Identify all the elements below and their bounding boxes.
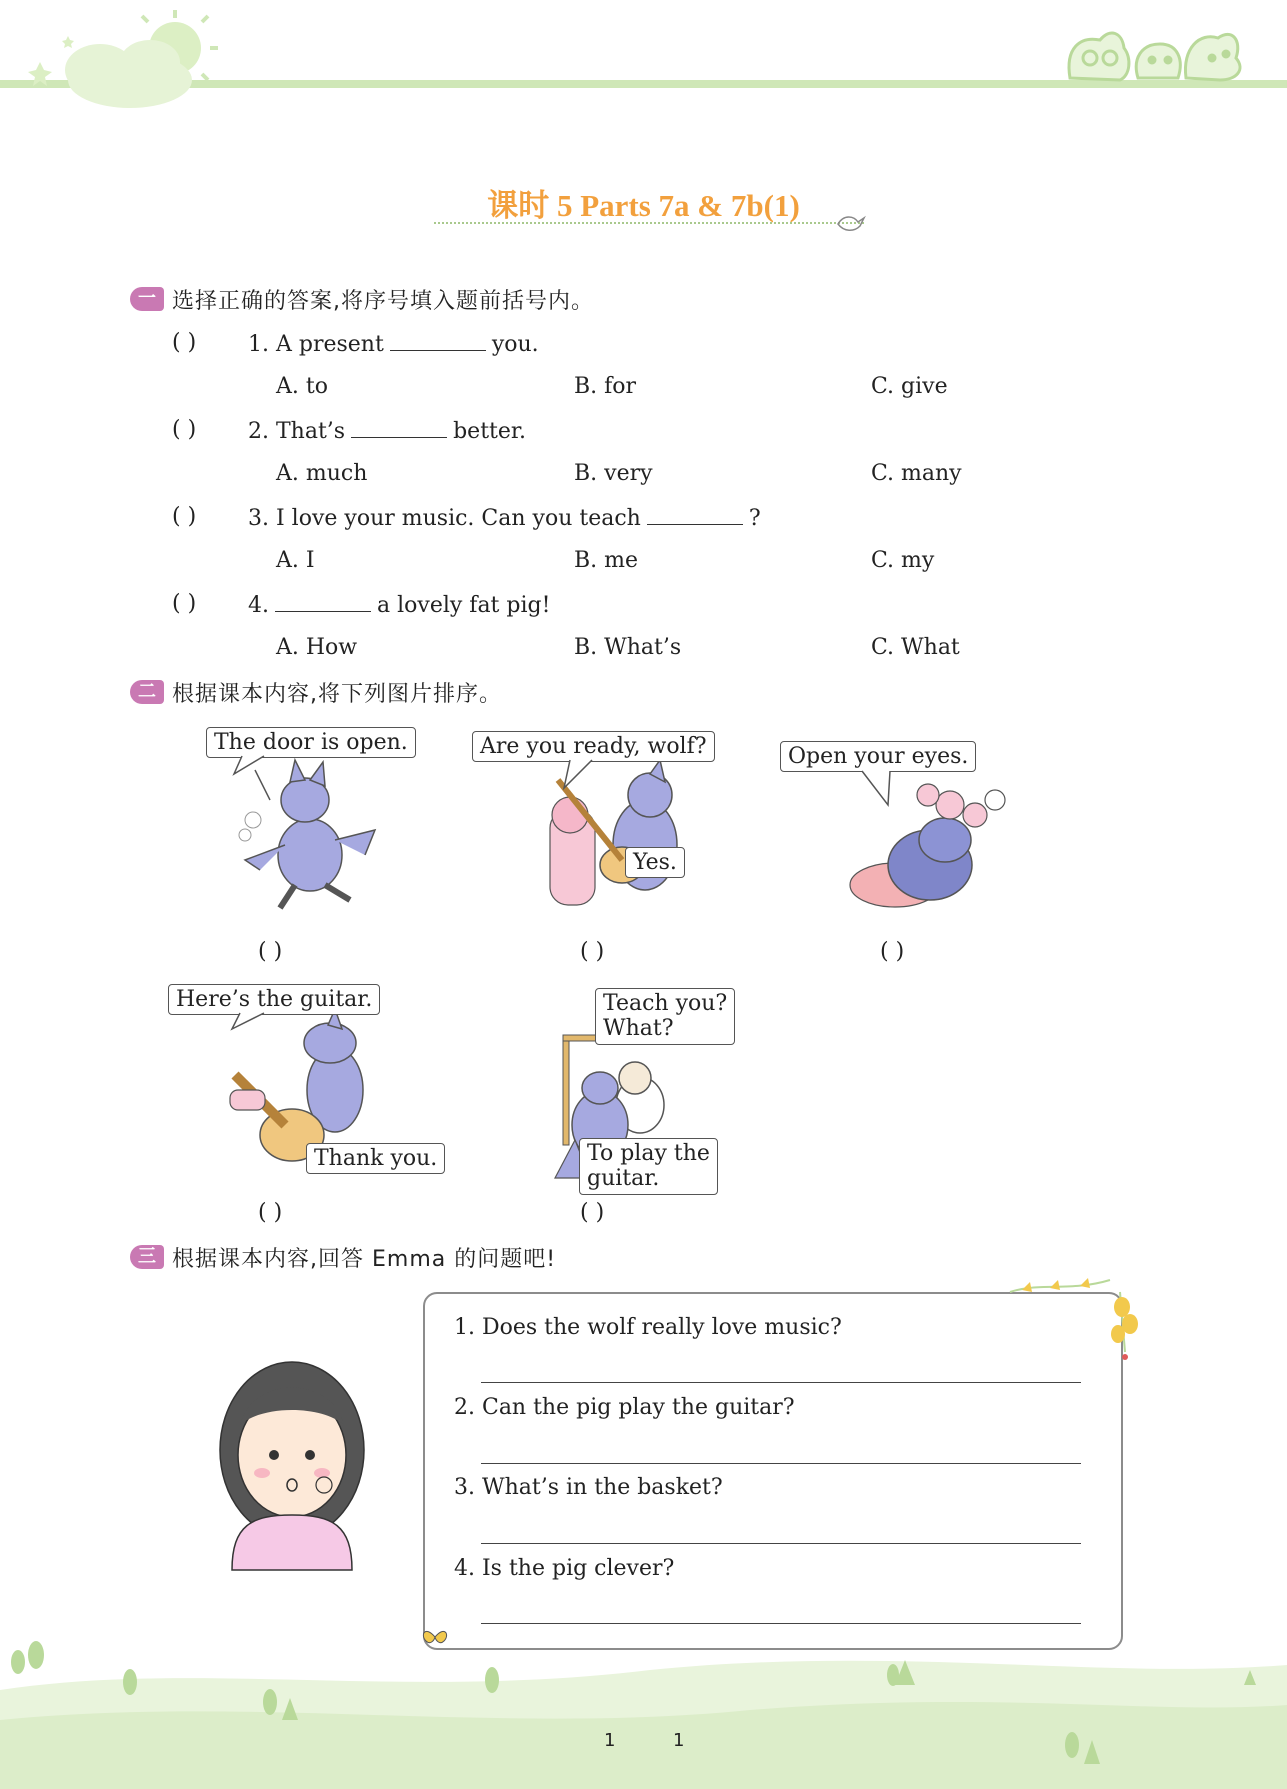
speech-bubble: The door is open.: [206, 727, 416, 758]
question-3: [248, 504, 761, 531]
page-number-left: 1: [604, 1730, 616, 1751]
bubble-tail: [230, 1013, 270, 1033]
option-a: A. How: [276, 635, 358, 660]
option-b: B. for: [574, 374, 637, 399]
option-c: C. give: [871, 374, 948, 399]
page-title: 课时 5 Parts 7a & 7b(1): [487, 188, 800, 223]
answer-question-2: 2. Can the pig play the guitar?: [454, 1395, 795, 1420]
option-a: A. much: [276, 461, 368, 486]
section2-badge: 二: [130, 680, 164, 704]
bubble-tail: [860, 771, 900, 807]
order-bracket[interactable]: ( ): [258, 939, 283, 964]
order-bracket[interactable]: ( ): [580, 1200, 605, 1225]
question-number: 2.: [248, 419, 269, 444]
title-underline: [434, 222, 864, 224]
animal-faces-decoration: [1060, 18, 1260, 88]
option-c: C. What: [871, 635, 960, 660]
answer-line-3[interactable]: [481, 1543, 1081, 1544]
section3-instruction: 根据课本内容,回答 Emma 的问题吧!: [172, 1247, 557, 1272]
option-b: B. very: [574, 461, 653, 486]
fill-blank: [275, 591, 371, 612]
answer-question-3: 3. What’s in the basket?: [454, 1475, 723, 1500]
speech-bubble: Thank you.: [306, 1143, 445, 1174]
question-text: you.: [491, 332, 539, 357]
speech-bubble: Are you ready, wolf?: [472, 731, 715, 762]
option-b: B. What’s: [574, 635, 682, 660]
option-a: A. I: [276, 548, 315, 573]
answer-bracket[interactable]: ( ): [172, 591, 197, 616]
section1-badge: 一: [130, 287, 164, 311]
bubble-tail: [234, 756, 274, 776]
answer-line-1[interactable]: [481, 1382, 1081, 1383]
question-number: 3.: [248, 506, 269, 531]
wolf-running-illustration: [235, 760, 385, 910]
question-4: [248, 591, 550, 618]
answer-bracket[interactable]: ( ): [172, 417, 197, 442]
section3-badge: 三: [130, 1245, 164, 1269]
answer-line-4[interactable]: [481, 1623, 1081, 1624]
question-text: ?: [748, 506, 761, 531]
answer-bracket[interactable]: ( ): [172, 504, 197, 529]
answer-bracket[interactable]: ( ): [172, 330, 197, 355]
speech-bubble: Yes.: [625, 847, 685, 878]
speech-bubble: Open your eyes.: [780, 741, 976, 772]
speech-bubble: Teach you? What?: [595, 988, 735, 1045]
question-2: [248, 417, 526, 444]
question-text: That’s: [276, 419, 346, 444]
option-c: C. my: [871, 548, 935, 573]
flower-vine-decoration: [1010, 1272, 1150, 1372]
order-bracket[interactable]: ( ): [258, 1200, 283, 1225]
fill-blank: [390, 330, 486, 351]
answer-line-2[interactable]: [481, 1463, 1081, 1464]
question-text: I love your music. Can you teach: [276, 506, 641, 531]
question-number: 1.: [248, 332, 269, 357]
sun-cloud-decoration: [20, 0, 220, 115]
question-text: A present: [276, 332, 384, 357]
answer-question-4: 4. Is the pig clever?: [454, 1556, 675, 1581]
speech-bubble: To play the guitar.: [579, 1138, 718, 1195]
order-bracket[interactable]: ( ): [880, 939, 905, 964]
green-hills-decoration: [0, 1640, 1287, 1789]
question-1: [248, 330, 539, 357]
bird-icon: [836, 212, 866, 234]
question-text: a lovely fat pig!: [377, 593, 551, 618]
answer-question-1: 1. Does the wolf really love music?: [454, 1315, 842, 1340]
option-a: A. to: [276, 374, 328, 399]
page-number-right: 1: [673, 1730, 685, 1751]
option-c: C. many: [871, 461, 962, 486]
section2-instruction: 根据课本内容,将下列图片排序。: [172, 682, 502, 707]
section1-instruction: 选择正确的答案,将序号填入题前括号内。: [172, 289, 594, 314]
emma-girl-illustration: [212, 1355, 372, 1570]
question-text: better.: [453, 419, 526, 444]
option-b: B. me: [574, 548, 639, 573]
speech-bubble: Here’s the guitar.: [168, 984, 380, 1015]
order-bracket[interactable]: ( ): [580, 939, 605, 964]
fill-blank: [647, 504, 743, 525]
bubble-tail: [560, 760, 600, 790]
fill-blank: [351, 417, 447, 438]
question-number: 4.: [248, 593, 269, 618]
